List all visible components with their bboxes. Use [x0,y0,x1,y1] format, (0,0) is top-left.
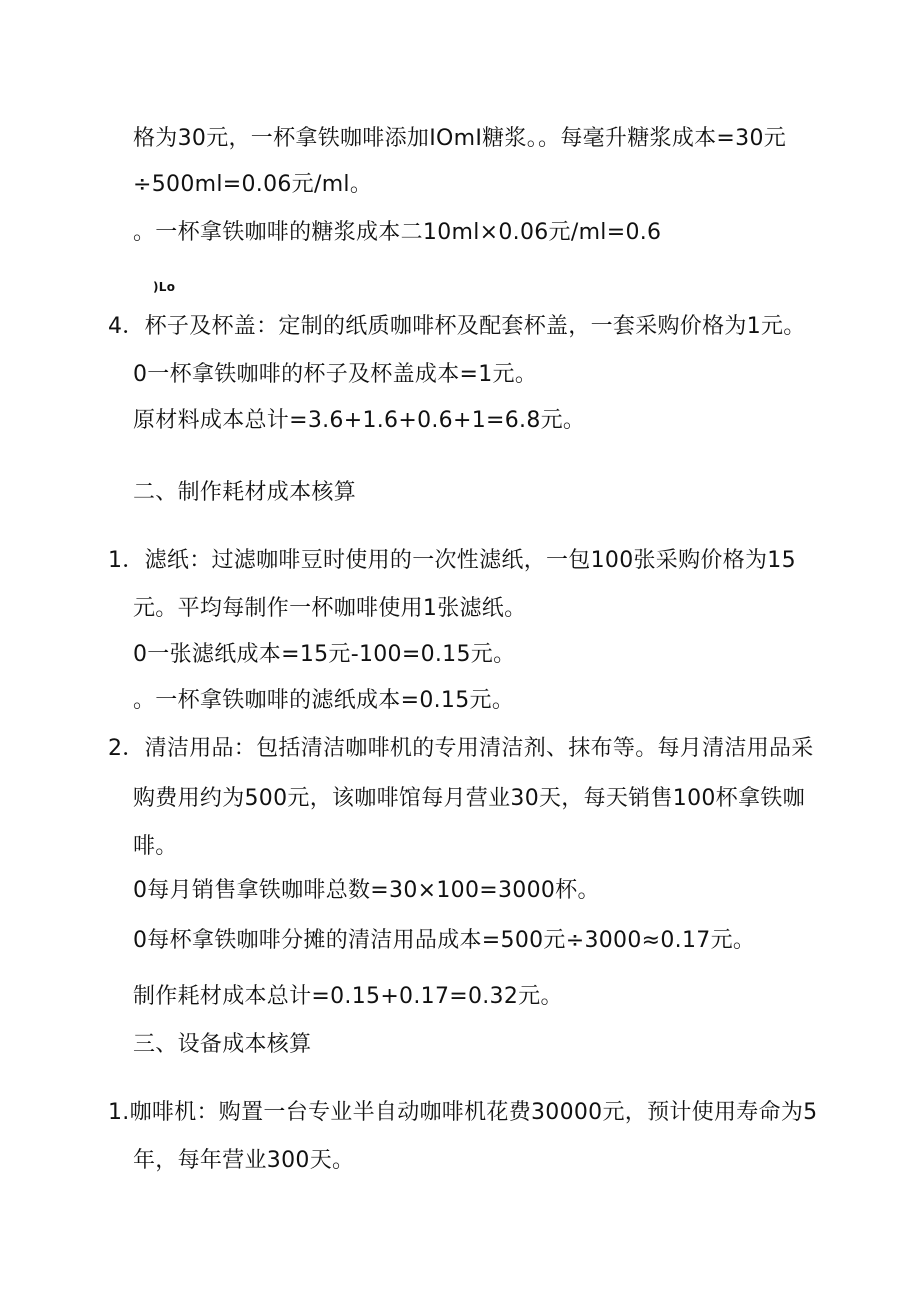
text-line-cleaning-monthly: 购费用约为500元，该咖啡馆每月营业30天，每天销售100杯拿铁咖 [133,786,805,811]
text-line-syrup-price: 格为30元，一杯拿铁咖啡添加IOmI糖浆。。每毫升糖浆成本=30元 [133,126,787,151]
text-line-cup-cost: 0一杯拿铁咖啡的杯子及杯盖成本=1元。 [133,362,538,387]
text-line-monthly-sales: 0每月销售拿铁咖啡总数=30×100=3000杯。 [133,878,600,903]
text-line-syrup-unit-cost: ÷500ml=0.06元/ml。 [133,172,373,197]
text-line-cleaning-wrap: 啡。 [133,834,178,859]
text-line-raw-material-total: 原材料成本总计=3.6+1.6+0.6+1=6.8元。 [133,408,586,433]
text-line-fragment: )Lo [153,280,176,294]
text-line-cup-and-lid: 4．杯子及杯盖：定制的纸质咖啡杯及配套杯盖，一套采购价格为1元。 [108,314,806,339]
text-line-cleaning-supplies: 2．清洁用品：包括清洁咖啡机的专用清洁剂、抹布等。每月清洁用品采 [108,736,814,761]
text-line-coffee-machine: 1.咖啡机：购置一台专业半自动咖啡机花费30000元，预计使用寿命为5 [108,1100,818,1125]
text-line-filter-paper: 1．滤纸：过滤咖啡豆时使用的一次性滤纸，一包100张采购价格为15 [108,548,796,573]
text-line-filter-unit-cost: 0一张滤纸成本=15元-100=0.15元。 [133,642,516,667]
section-heading-equipment: 三、设备成本核算 [133,1032,312,1057]
text-line-machine-lifespan: 年，每年营业300天。 [133,1148,355,1173]
text-line-syrup-cup-cost: 。一杯拿铁咖啡的糖浆成本二10ml×0.06元/ml=0.6 [133,220,662,245]
text-line-filter-usage: 元。平均每制作一杯咖啡使用1张滤纸。 [133,596,527,621]
text-line-consumables-total: 制作耗材成本总计=0.15+0.17=0.32元。 [133,984,563,1009]
text-line-filter-cup-cost: 。一杯拿铁咖啡的滤纸成本=0.15元。 [133,688,515,713]
section-heading-consumables: 二、制作耗材成本核算 [133,480,357,505]
text-line-cleaning-cup-cost: 0每杯拿铁咖啡分摊的清洁用品成本=500元÷3000≈0.17元。 [133,928,756,953]
